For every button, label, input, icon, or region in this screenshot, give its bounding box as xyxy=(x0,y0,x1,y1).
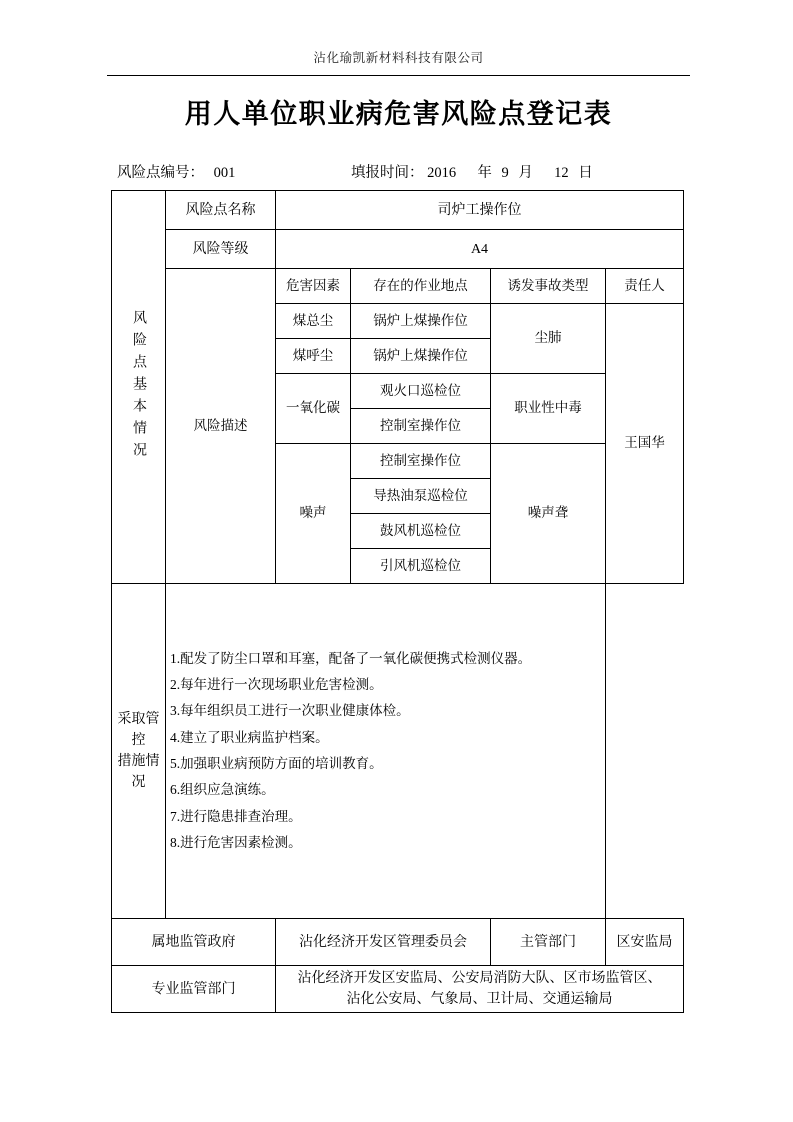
table-row-risk-name xyxy=(112,191,684,230)
measure-item: 4.建立了职业病监护档案。 xyxy=(170,729,329,745)
authority-label: 主管部门 xyxy=(491,919,606,966)
header-divider xyxy=(107,75,690,76)
table-row-column-headers xyxy=(112,269,684,304)
hazard-location: 鼓风机巡检位 xyxy=(351,514,491,549)
professional-supervision-value xyxy=(276,966,684,1013)
report-date-group xyxy=(351,162,599,184)
accident-type: 噪声聋 xyxy=(491,444,606,584)
hazard-location: 导热油泵巡检位 xyxy=(351,479,491,514)
risk-name-label: 风险点名称 xyxy=(166,191,276,230)
table-row-measures xyxy=(112,584,684,919)
column-header-person: 责任人 xyxy=(606,269,684,304)
report-day-unit: 日 xyxy=(578,165,593,181)
professional-value-line2: 沾化公安局、气象局、卫计局、交通运输局 xyxy=(346,992,613,1007)
section-vertical-label: 风险点基本情况 xyxy=(112,191,166,584)
measure-item: 2.每年进行一次现场职业危害检测。 xyxy=(170,677,383,693)
risk-grade-label: 风险等级 xyxy=(166,230,276,269)
accident-type: 尘肺 xyxy=(491,304,606,374)
measure-item: 6.组织应急演练。 xyxy=(170,782,275,798)
report-date-label: 填报时间： xyxy=(351,165,424,181)
page-title: 用人单位职业病危害风险点登记表 xyxy=(184,99,613,129)
measures-list xyxy=(170,646,601,857)
measures-label xyxy=(112,584,166,919)
column-header-location: 存在的作业地点 xyxy=(351,269,491,304)
measures-label-line1: 采取管控 xyxy=(117,712,160,748)
professional-value-line1: 沾化经济开发区安监局、公安局消防大队、区市场监管区、 xyxy=(297,971,662,986)
hazard-location: 观火口巡检位 xyxy=(351,374,491,409)
hazard-location: 控制室操作位 xyxy=(351,444,491,479)
measure-item: 1.配发了防尘口罩和耳塞，配备了一氧化碳便携式检测仪器。 xyxy=(170,650,532,666)
accident-type: 职业性中毒 xyxy=(491,374,606,444)
form-meta-line xyxy=(111,162,689,184)
risk-id-label: 风险点编号： xyxy=(117,165,204,181)
hazard-name: 煤总尘 xyxy=(276,304,351,339)
risk-id-group xyxy=(117,162,241,184)
table-row-risk-grade xyxy=(112,230,684,269)
professional-supervision-label: 专业监管部门 xyxy=(112,966,276,1013)
risk-description-label: 风险描述 xyxy=(166,269,276,584)
hazard-location: 引风机巡检位 xyxy=(351,549,491,584)
column-header-hazard: 危害因素 xyxy=(276,269,351,304)
report-year-value: 2016 xyxy=(427,165,457,181)
table-row-professional-supervision xyxy=(112,966,684,1013)
table-row-local-government xyxy=(112,919,684,966)
risk-id-value: 001 xyxy=(213,165,236,181)
column-header-accident: 诱发事故类型 xyxy=(491,269,606,304)
risk-registration-table xyxy=(111,190,684,1013)
report-month-unit: 月 xyxy=(518,165,533,181)
report-month-value: 9 xyxy=(501,165,509,181)
hazard-name: 噪声 xyxy=(276,444,351,584)
hazard-location: 控制室操作位 xyxy=(351,409,491,444)
risk-name-value: 司炉工操作位 xyxy=(276,191,684,230)
report-day-value: 12 xyxy=(554,165,569,181)
authority-value: 区安监局 xyxy=(606,919,684,966)
hazard-location: 锅炉上煤操作位 xyxy=(351,339,491,374)
measures-content xyxy=(166,584,606,919)
local-government-value: 沾化经济开发区管理委员会 xyxy=(276,919,491,966)
measures-label-line2: 措施情况 xyxy=(117,754,160,790)
hazard-location: 锅炉上煤操作位 xyxy=(351,304,491,339)
report-year-unit: 年 xyxy=(477,165,492,181)
hazard-name: 一氧化碳 xyxy=(276,374,351,444)
hazard-name: 煤呼尘 xyxy=(276,339,351,374)
responsible-person: 王国华 xyxy=(606,304,684,584)
measure-item: 5.加强职业病预防方面的培训教育。 xyxy=(170,756,383,771)
risk-grade-value: A4 xyxy=(276,230,684,269)
local-government-label: 属地监管政府 xyxy=(112,919,276,966)
measure-item: 3.每年组织员工进行一次职业健康体检。 xyxy=(170,703,410,719)
measure-item: 8.进行危害因素检测。 xyxy=(170,834,302,850)
measure-item: 7.进行隐患排查治理。 xyxy=(170,808,302,824)
company-name: 沾化瑜凯新材料科技有限公司 xyxy=(313,51,484,65)
